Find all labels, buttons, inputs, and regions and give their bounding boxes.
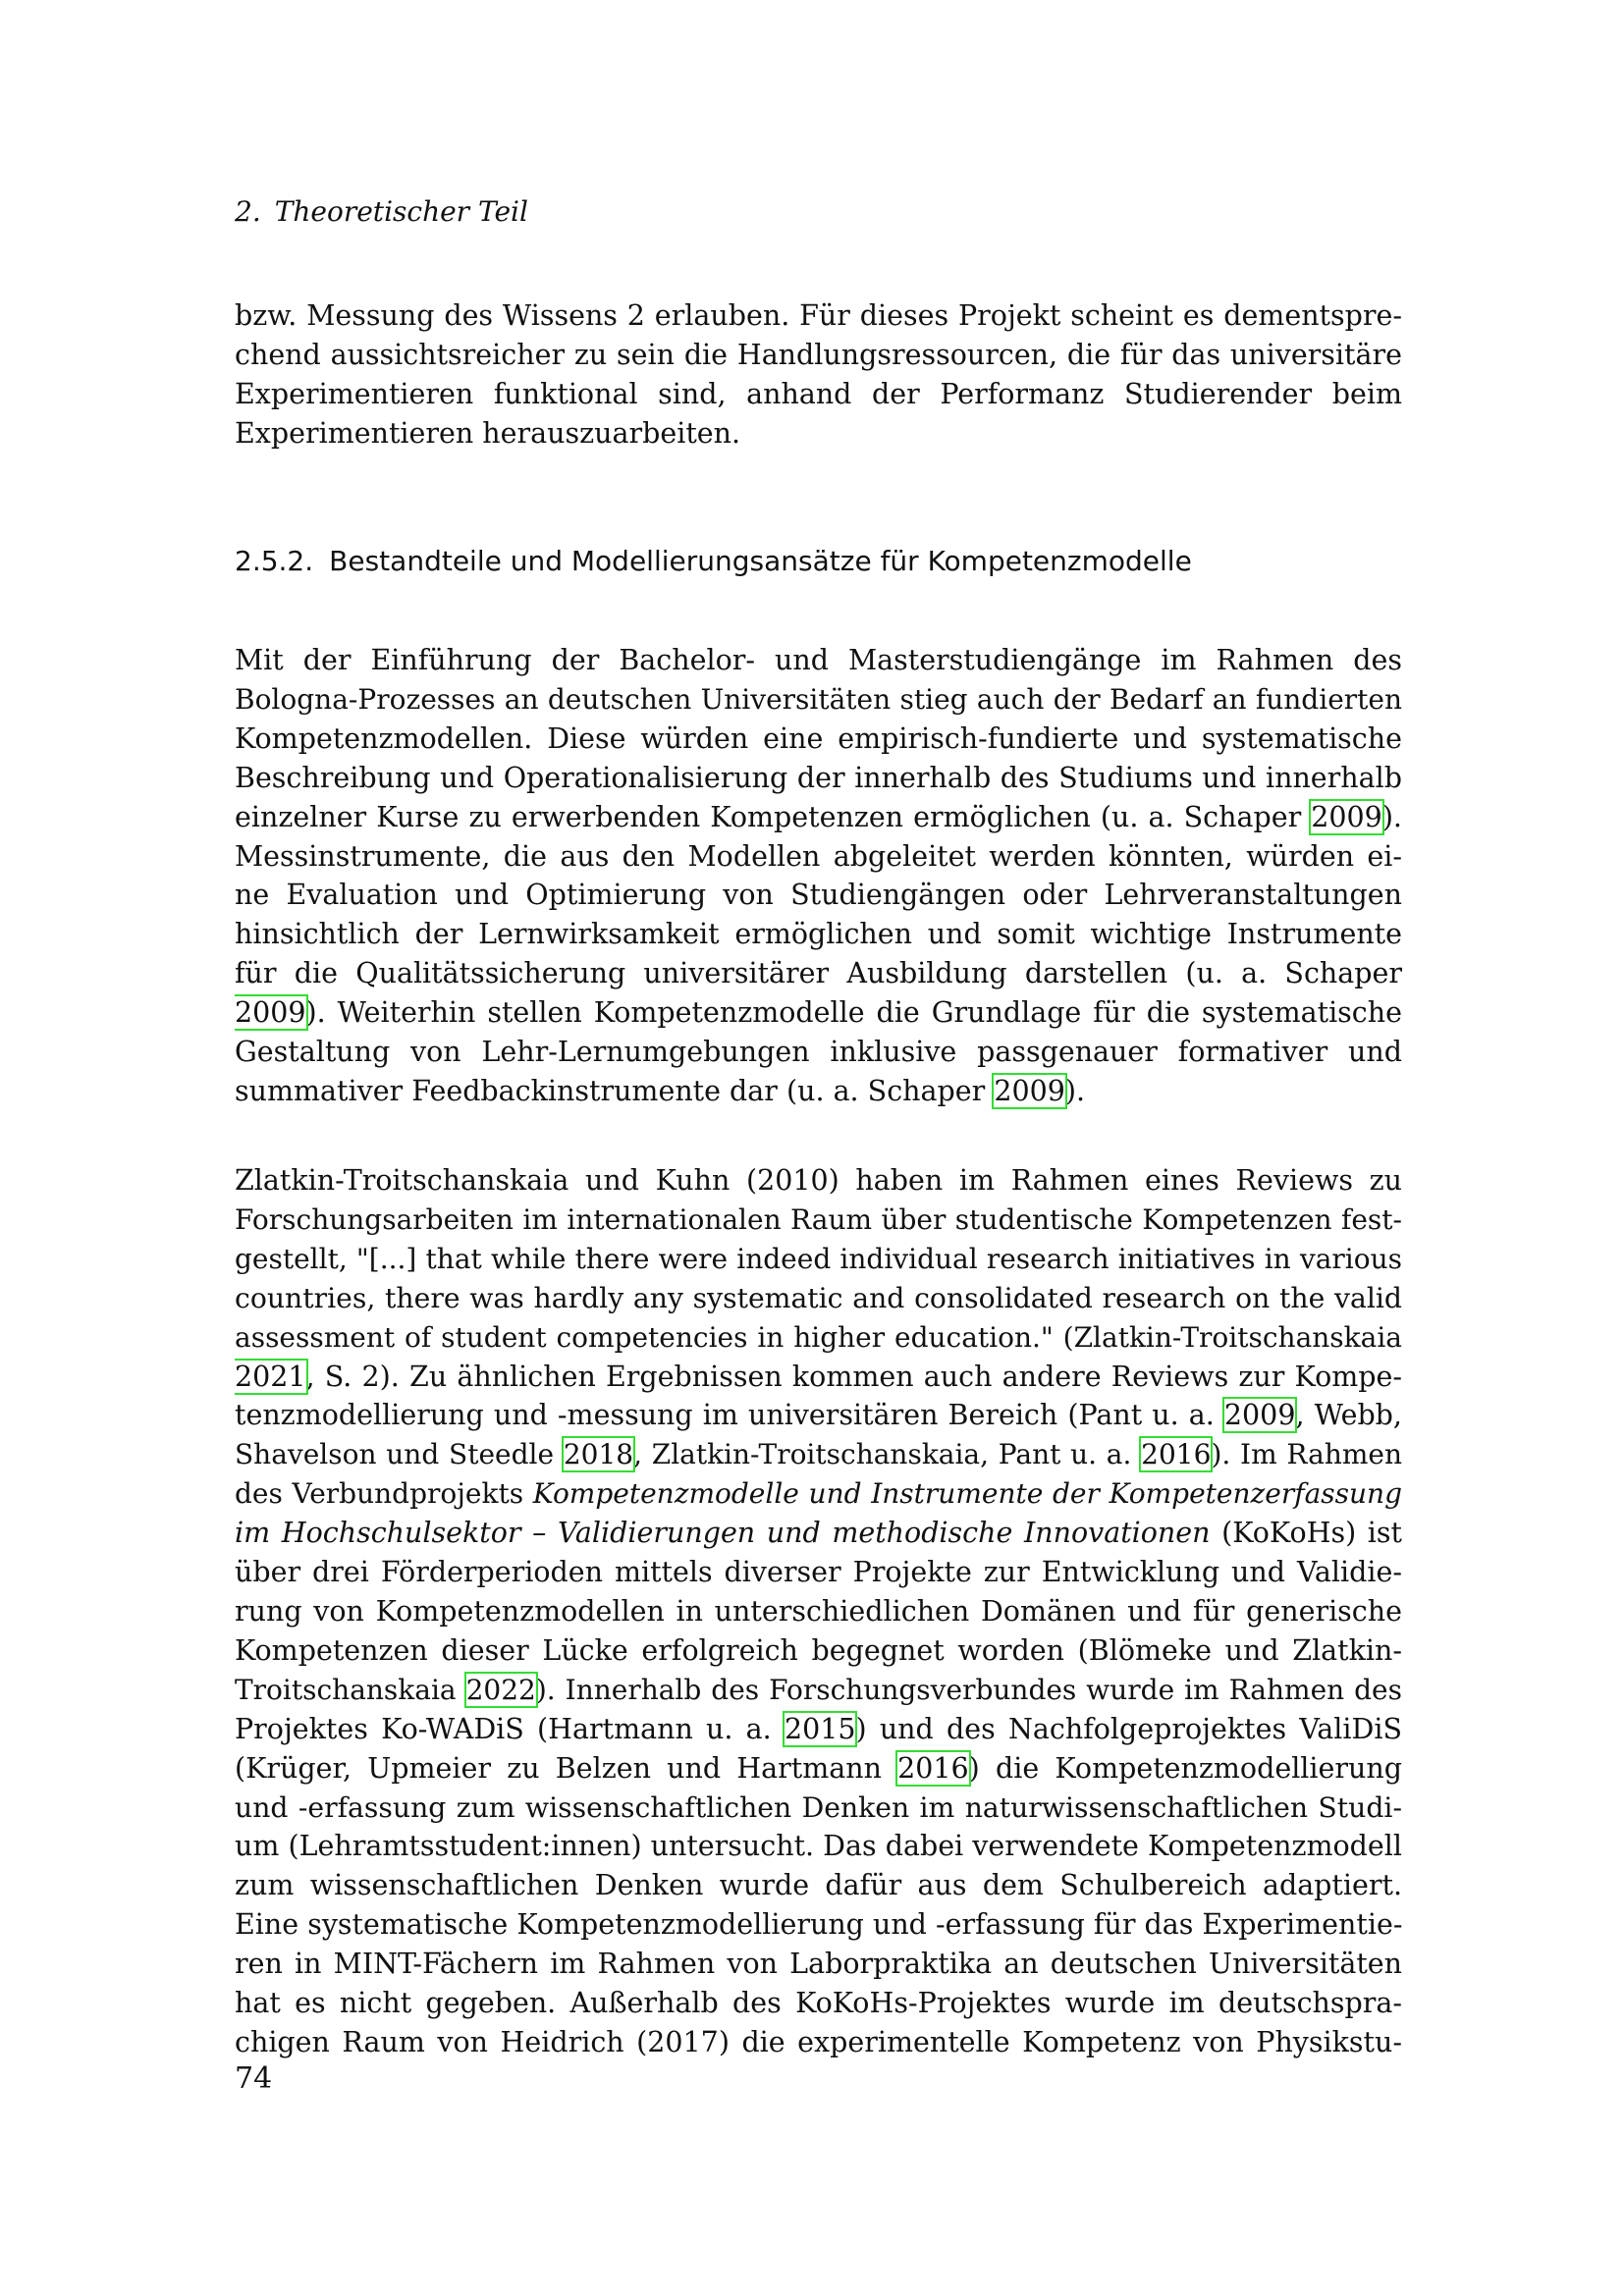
text-line: Forschungsarbeiten im internationalen Raum über studentische Kompetenzen fest- bbox=[235, 1202, 1402, 1236]
text-line: Zlatkin-Troitschanskaia und Kuhn (2010) haben im Rahmen eines Reviews zu bbox=[235, 1164, 1402, 1197]
text-fragment: des Verbundprojekts bbox=[235, 1477, 533, 1511]
project-title-italic: Kompetenzmodelle und Instrumente der Kompetenzerfassung bbox=[532, 1477, 1402, 1511]
text-line bbox=[235, 1671, 1402, 1710]
text-fragment: ). Weiterhin stellen Kompetenzmodelle die Grundlage für die systematische bbox=[305, 996, 1402, 1030]
citation-link[interactable]: 2016 bbox=[897, 1751, 969, 1785]
text-line: Eine systematische Kompetenzmodellierung und -erfassung für das Experimentie- bbox=[235, 1908, 1402, 1942]
section-title: Bestandteile und Modellierungsansätze für Kompetenzmodelle bbox=[329, 545, 1192, 577]
text-line bbox=[235, 798, 1402, 837]
text-line: Bologna-Prozesses an deutschen Universitäten stieg auch der Bedarf an fundierten bbox=[235, 682, 1402, 716]
text-line bbox=[235, 1710, 1402, 1749]
text-line: und -erfassung zum wissenschaftlichen Denken im naturwissenschaftlichen Studi- bbox=[235, 1790, 1402, 1824]
text-fragment: ). bbox=[1064, 1074, 1086, 1107]
text-line bbox=[235, 993, 1402, 1033]
text-line: countries, there was hardly any systematic and consolidated research on the valid bbox=[235, 1281, 1402, 1314]
text-line: Beschreibung und Operationalisierung der innerhalb des Studiums und innerhalb bbox=[235, 761, 1402, 794]
text-fragment: ). Innerhalb des Forschungsverbundes wurde im Rahmen des bbox=[535, 1673, 1402, 1706]
text-line: Gestaltung von Lehr-Lernumgebungen inklusive passgenauer formativer und bbox=[235, 1036, 1402, 1069]
text-line bbox=[235, 1514, 1402, 1553]
text-line bbox=[235, 1474, 1402, 1514]
citation-link[interactable]: 2015 bbox=[784, 1712, 856, 1745]
text-line: ne Evaluation und Optimierung von Studiengängen oder Lehrveranstaltungen bbox=[235, 879, 1402, 912]
text-line: bzw. Messung des Wissens 2 erlauben. Für dieses Projekt scheint es dementspre- bbox=[235, 299, 1402, 332]
text-line: chigen Raum von Heidrich (2017) die experimentelle Kompetenz von Physikstu- bbox=[235, 2025, 1402, 2058]
text-line: über drei Förderperioden mittels diverser Projekte zur Entwicklung und Validie- bbox=[235, 1556, 1402, 1589]
text-fragment: Troitschanskaia bbox=[235, 1673, 466, 1706]
text-line: Mit der Einführung der Bachelor- und Masterstudiengänge im Rahmen des bbox=[235, 644, 1402, 676]
citation-link[interactable]: 2021 bbox=[235, 1360, 306, 1393]
citation-link[interactable]: 2022 bbox=[465, 1673, 536, 1706]
paragraph-bologna bbox=[235, 641, 1402, 1111]
text-line: Experimentieren funktional sind, anhand der Performanz Studierender beim bbox=[235, 377, 1402, 410]
text-line: hinsichtlich der Lernwirksamkeit ermöglichen und somit wichtige Instrumente bbox=[235, 918, 1402, 951]
text-line: Kompetenzen dieser Lücke erfolgreich begegnet worden (Blömeke und Zlatkin- bbox=[235, 1633, 1402, 1667]
section-number: 2.5.2. bbox=[235, 545, 314, 577]
text-line: rung von Kompetenzmodellen in unterschiedlichen Domänen und für generische bbox=[235, 1594, 1402, 1628]
text-line: ren in MINT-Fächern im Rahmen von Laborpraktika an deutschen Universitäten bbox=[235, 1948, 1402, 1981]
citation-link[interactable]: 2009 bbox=[235, 996, 306, 1030]
citation-link[interactable]: 2009 bbox=[994, 1074, 1065, 1107]
citation-link[interactable]: 2009 bbox=[1223, 1399, 1296, 1432]
text-line: chend aussichtsreicher zu sein die Handlungsressourcen, die für das universitäre bbox=[235, 338, 1402, 371]
section-heading bbox=[235, 542, 1192, 581]
text-fragment: ) die Kompetenzmodellierung bbox=[968, 1751, 1402, 1785]
text-fragment: ). bbox=[1381, 800, 1402, 833]
text-line: Messinstrumente, die aus den Modellen abgeleitet werden könnten, würden ei- bbox=[235, 839, 1402, 873]
intro-paragraph bbox=[235, 296, 1402, 454]
text-fragment: Projektes Ko-WADiS (Hartmann u. a. bbox=[235, 1712, 785, 1745]
project-title-italic: im Hochschulsektor – Validierungen und methodische Innovationen bbox=[235, 1517, 1211, 1550]
text-line bbox=[235, 1396, 1402, 1435]
running-head bbox=[235, 194, 528, 230]
text-fragment: , Zlatkin-Troitschanskaia, Pant u. a. bbox=[633, 1438, 1142, 1471]
text-line bbox=[235, 1072, 1402, 1111]
chapter-title: Theoretischer Teil bbox=[274, 195, 528, 228]
text-fragment: , S. 2). Zu ähnlichen Ergebnissen kommen auch andere Reviews zur Kompe- bbox=[305, 1360, 1402, 1393]
citation-link[interactable]: 2018 bbox=[563, 1438, 634, 1471]
text-line bbox=[235, 1358, 1402, 1397]
text-line: assessment of student competencies in higher education." (Zlatkin-Troitschanskaia bbox=[235, 1320, 1402, 1354]
text-fragment: ). Im Rahmen bbox=[1211, 1438, 1402, 1471]
text-fragment: tenzmodellierung und -messung im universitären Bereich (Pant u. a. bbox=[235, 1399, 1224, 1432]
citation-link[interactable]: 2009 bbox=[1311, 800, 1382, 833]
text-fragment: einzelner Kurse zu erwerbenden Kompetenzen ermöglichen (u. a. Schaper bbox=[235, 800, 1312, 833]
text-line: Kompetenzmodellen. Diese würden eine empirisch-fundierte und systematische bbox=[235, 721, 1402, 755]
text-line: gestellt, "[...] that while there were indeed individual research initiatives in various bbox=[235, 1242, 1402, 1275]
text-line: zum wissenschaftlichen Denken wurde dafür aus dem Schulbereich adaptiert. bbox=[235, 1869, 1402, 1902]
chapter-number: 2. bbox=[235, 195, 261, 228]
text-fragment: Shavelson und Steedle bbox=[235, 1438, 564, 1471]
text-line bbox=[235, 1749, 1402, 1789]
page-number: 74 bbox=[235, 2061, 273, 2096]
citation-link[interactable]: 2016 bbox=[1141, 1438, 1212, 1471]
text-line bbox=[235, 1435, 1402, 1474]
text-fragment: (Krüger, Upmeier zu Belzen und Hartmann bbox=[235, 1751, 898, 1785]
paragraph-reviews bbox=[235, 1161, 1402, 2062]
text-line: hat es nicht gegeben. Außerhalb des KoKoHs-Projektes wurde im deutschspra- bbox=[235, 1987, 1402, 2020]
text-line: um (Lehramtsstudent:innen) untersucht. Das dabei verwendete Kompetenzmodell bbox=[235, 1830, 1402, 1863]
text-line: für die Qualitätssicherung universitärer Ausbildung darstellen (u. a. Schaper bbox=[235, 957, 1402, 990]
text-fragment: summativer Feedbackinstrumente dar (u. a. Schaper bbox=[235, 1074, 995, 1107]
text-line: Experimentieren herauszuarbeiten. bbox=[235, 416, 741, 450]
text-fragment: (KoKoHs) ist bbox=[1210, 1517, 1402, 1550]
text-fragment: ) und des Nachfolgeprojektes ValiDiS bbox=[855, 1712, 1402, 1745]
text-fragment: , Webb, bbox=[1295, 1399, 1402, 1432]
